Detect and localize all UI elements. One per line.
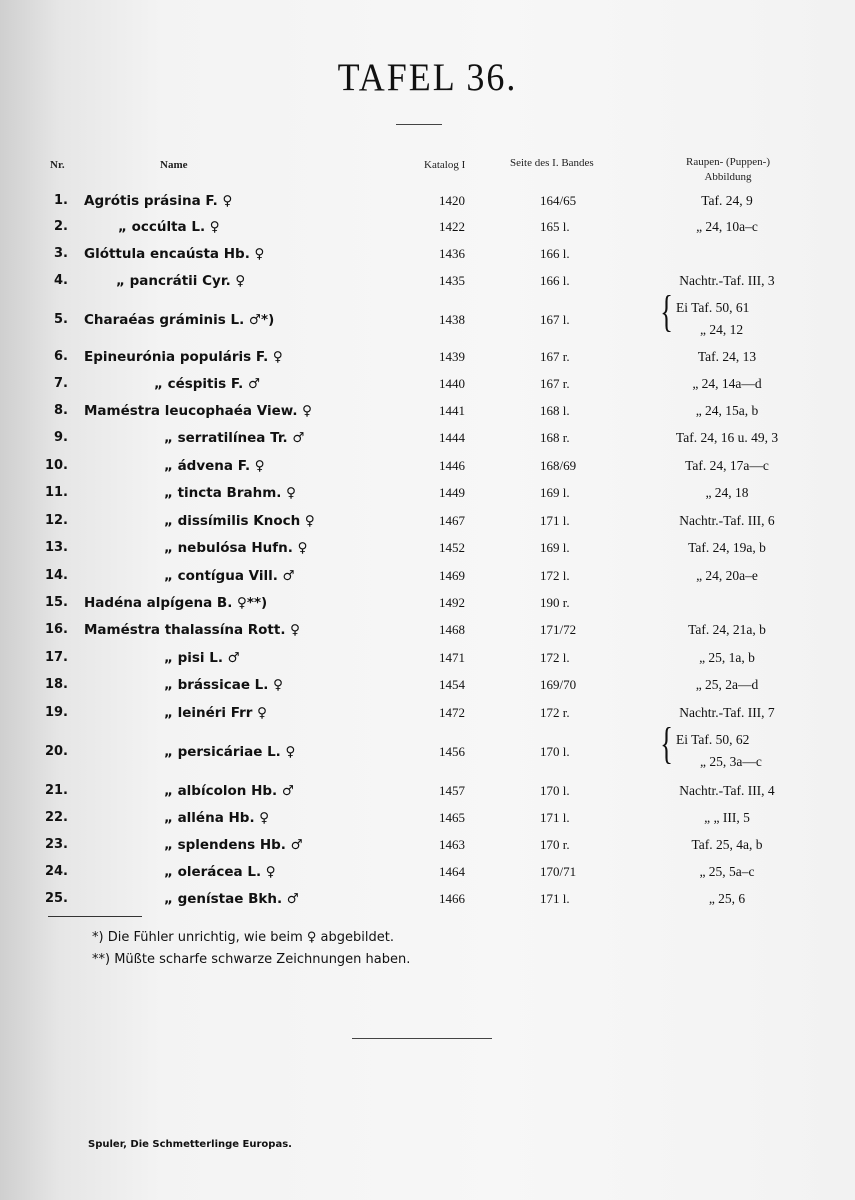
illustration-reference: „ 25, 1a, b [699, 650, 755, 665]
species-name: „ occúlta L. ♀ [118, 219, 220, 235]
page-title: TAFEL 36. [337, 55, 518, 99]
page-reference: 170/71 [540, 864, 577, 879]
page-reference: 170 l. [540, 744, 570, 759]
page-reference: 168/69 [540, 458, 577, 473]
table-row [0, 568, 855, 590]
row-number: 18. [44, 677, 68, 692]
illustration-reference: Taf. 24, 19a, b [688, 540, 766, 555]
illustration-reference: Taf. 24, 9 [701, 193, 753, 208]
table-row [0, 677, 855, 699]
species-name: „ persicáriae L. ♀ [164, 744, 296, 760]
page-reference: 168 r. [540, 430, 570, 445]
row-number: 15. [44, 595, 68, 610]
illustration-reference: „ 24, 14a—d [692, 376, 762, 391]
illustration-reference: Nachtr.-Taf. III, 4 [679, 783, 775, 798]
table-row [0, 193, 855, 215]
row-number: 16. [44, 622, 68, 637]
row-number: 10. [44, 458, 68, 473]
row-number: 8. [54, 403, 68, 418]
end-divider [352, 1038, 492, 1039]
katalog-number: 1438 [439, 312, 465, 327]
species-name: „ albícolon Hb. ♂ [164, 783, 294, 799]
illustration-reference: „ „ III, 5 [704, 810, 750, 825]
katalog-number: 1466 [439, 891, 465, 906]
katalog-number: 1472 [439, 705, 465, 720]
species-name: Charaéas gráminis L. ♂*) [84, 312, 275, 328]
species-name: „ céspitis F. ♂ [154, 376, 261, 392]
illustration-reference: „ 24, 15a, b [695, 403, 759, 418]
table-row [0, 864, 855, 886]
table-row [0, 287, 855, 337]
species-name: Glóttula encaústa Hb. ♀ [84, 246, 265, 262]
page-reference: 190 r. [540, 595, 570, 610]
katalog-number: 1492 [439, 595, 465, 610]
katalog-number: 1420 [439, 193, 465, 208]
row-number: 24. [44, 864, 68, 879]
species-name: Maméstra thalassína Rott. ♀ [84, 622, 301, 638]
brace-icon: { [660, 287, 673, 336]
table-row [0, 891, 855, 913]
katalog-number: 1465 [439, 810, 465, 825]
illustration-reference: Nachtr.-Taf. III, 6 [679, 513, 775, 528]
page-reference: 166 l. [540, 246, 570, 261]
species-name: „ pisi L. ♂ [164, 650, 240, 666]
page-reference: 172 l. [540, 568, 570, 583]
footnote-divider [48, 916, 142, 917]
row-number: 11. [44, 485, 68, 500]
katalog-number: 1452 [439, 540, 465, 555]
katalog-number: 1446 [439, 458, 465, 473]
katalog-number: 1435 [439, 273, 465, 288]
illustration-reference: „ 24, 20a–e [696, 568, 758, 583]
table-row [0, 513, 855, 535]
row-number: 19. [44, 705, 68, 720]
table-row [0, 783, 855, 805]
header-name: Name [160, 159, 188, 171]
katalog-number: 1422 [439, 219, 465, 234]
species-name: „ alléna Hb. ♀ [164, 810, 270, 826]
species-name: „ serratilínea Tr. ♂ [164, 430, 305, 446]
page-reference: 171 l. [540, 513, 570, 528]
katalog-number: 1439 [439, 349, 465, 364]
katalog-number: 1457 [439, 783, 465, 798]
page-reference: 172 l. [540, 650, 570, 665]
table-row [0, 219, 855, 241]
row-number: 3. [54, 246, 68, 261]
species-name: „ nebulósa Hufn. ♀ [164, 540, 308, 556]
species-name: Maméstra leucophaéa View. ♀ [84, 403, 313, 419]
footnote-1: *) Die Fühler unrichtig, wie beim ♀ abgebildet. [92, 930, 394, 945]
table-row [0, 485, 855, 507]
katalog-number: 1469 [439, 568, 465, 583]
species-name: „ pancrátii Cyr. ♀ [116, 273, 246, 289]
table-row [0, 540, 855, 562]
species-name: „ contígua Vill. ♂ [164, 568, 295, 584]
table-row [0, 622, 855, 644]
katalog-number: 1468 [439, 622, 465, 637]
species-name: „ dissímilis Knoch ♀ [164, 513, 315, 529]
row-number: 17. [44, 650, 68, 665]
row-number: 2. [54, 219, 68, 234]
katalog-number: 1467 [439, 513, 465, 528]
katalog-number: 1456 [439, 744, 465, 759]
table-row [0, 430, 855, 452]
species-name: „ olerácea L. ♀ [164, 864, 276, 880]
illustration-reference: „ 24, 12 [700, 322, 744, 337]
table-row [0, 376, 855, 398]
illustration-reference: Ei Taf. 50, 62 [676, 732, 750, 747]
katalog-number: 1449 [439, 485, 465, 500]
table-row [0, 403, 855, 425]
katalog-number: 1454 [439, 677, 465, 692]
header-seite: Seite des I. Bandes [510, 157, 594, 169]
page-reference: 169 l. [540, 485, 570, 500]
row-number: 7. [54, 376, 68, 391]
table-row [0, 458, 855, 480]
species-name: Epineurónia populáris F. ♀ [84, 349, 283, 365]
illustration-reference: „ 24, 10a–c [696, 219, 758, 234]
page-reference: 168 l. [540, 403, 570, 418]
katalog-number: 1440 [439, 376, 465, 391]
header-abbildung-line2: Abbildung [704, 171, 752, 183]
illustration-reference: Taf. 24, 17a—c [685, 458, 769, 473]
table-row [0, 705, 855, 727]
header-nr: Nr. [50, 159, 65, 171]
illustration-reference: Ei Taf. 50, 61 [676, 300, 750, 315]
page-reference: 165 l. [540, 219, 570, 234]
species-name: „ genístae Bkh. ♂ [164, 891, 299, 907]
table-row [0, 650, 855, 672]
row-number: 22. [44, 810, 68, 825]
row-number: 5. [54, 312, 68, 327]
row-number: 9. [54, 430, 68, 445]
table-row [0, 719, 855, 769]
species-name: „ brássicae L. ♀ [164, 677, 283, 693]
page-footer: Spuler, Die Schmetterlinge Europas. [88, 1139, 292, 1150]
species-name: „ splendens Hb. ♂ [164, 837, 303, 853]
page-reference: 167 r. [540, 349, 570, 364]
katalog-number: 1464 [439, 864, 465, 879]
illustration-reference: Taf. 24, 13 [697, 349, 757, 364]
species-name: „ tincta Brahm. ♀ [164, 485, 296, 501]
illustration-reference: „ 25, 3a—c [700, 754, 762, 769]
illustration-reference: „ 25, 6 [708, 891, 746, 906]
brace-icon: { [660, 719, 673, 768]
table-row [0, 246, 855, 268]
header-katalog: Katalog I [424, 159, 466, 171]
table-row [0, 349, 855, 371]
table-row [0, 595, 855, 617]
row-number: 12. [44, 513, 68, 528]
species-name: Hadéna alpígena B. ♀**) [84, 595, 268, 611]
page-reference: 170 r. [540, 837, 570, 852]
katalog-number: 1463 [439, 837, 465, 852]
table-row [0, 810, 855, 832]
table-row [0, 837, 855, 859]
row-number: 14. [44, 568, 68, 583]
page-reference: 167 r. [540, 376, 570, 391]
illustration-reference: Taf. 24, 16 u. 49, 3 [675, 430, 779, 445]
katalog-number: 1441 [439, 403, 465, 418]
row-number: 4. [54, 273, 68, 288]
illustration-reference: Taf. 25, 4a, b [691, 837, 763, 852]
species-name: Agrótis prásina F. ♀ [84, 193, 233, 209]
page-reference: 169 l. [540, 540, 570, 555]
illustration-reference: Nachtr.-Taf. III, 3 [679, 273, 775, 288]
page-reference: 171 l. [540, 810, 570, 825]
title-divider [396, 124, 442, 125]
page-reference: 166 l. [540, 273, 570, 288]
row-number: 25. [44, 891, 68, 906]
page-reference: 167 l. [540, 312, 570, 327]
illustration-reference: „ 25, 2a—d [695, 677, 759, 692]
row-number: 6. [54, 349, 68, 364]
katalog-number: 1471 [439, 650, 465, 665]
footnote-2: **) Müßte scharfe schwarze Zeichnungen haben. [92, 952, 411, 967]
illustration-reference: „ 24, 18 [705, 485, 749, 500]
row-number: 21. [44, 783, 68, 798]
species-name: „ ádvena F. ♀ [164, 458, 265, 474]
header-abbildung [668, 155, 788, 185]
illustration-reference: Nachtr.-Taf. III, 7 [679, 705, 775, 720]
row-number: 20. [44, 744, 68, 759]
page-reference: 164/65 [540, 193, 577, 208]
species-name: „ leinéri Frr ♀ [164, 705, 267, 721]
row-number: 13. [44, 540, 68, 555]
header-abbildung-line1: Raupen- (Puppen-) [685, 156, 770, 168]
illustration-reference: Taf. 24, 21a, b [688, 622, 766, 637]
page-reference: 169/70 [540, 677, 577, 692]
row-number: 23. [44, 837, 68, 852]
row-number: 1. [54, 193, 68, 208]
katalog-number: 1436 [439, 246, 465, 261]
page-reference: 171 l. [540, 891, 570, 906]
page-reference: 172 r. [540, 705, 570, 720]
page-reference: 170 l. [540, 783, 570, 798]
page-reference: 171/72 [540, 622, 577, 637]
katalog-number: 1444 [439, 430, 465, 445]
illustration-reference: „ 25, 5a–c [699, 864, 755, 879]
table-row [0, 273, 855, 295]
